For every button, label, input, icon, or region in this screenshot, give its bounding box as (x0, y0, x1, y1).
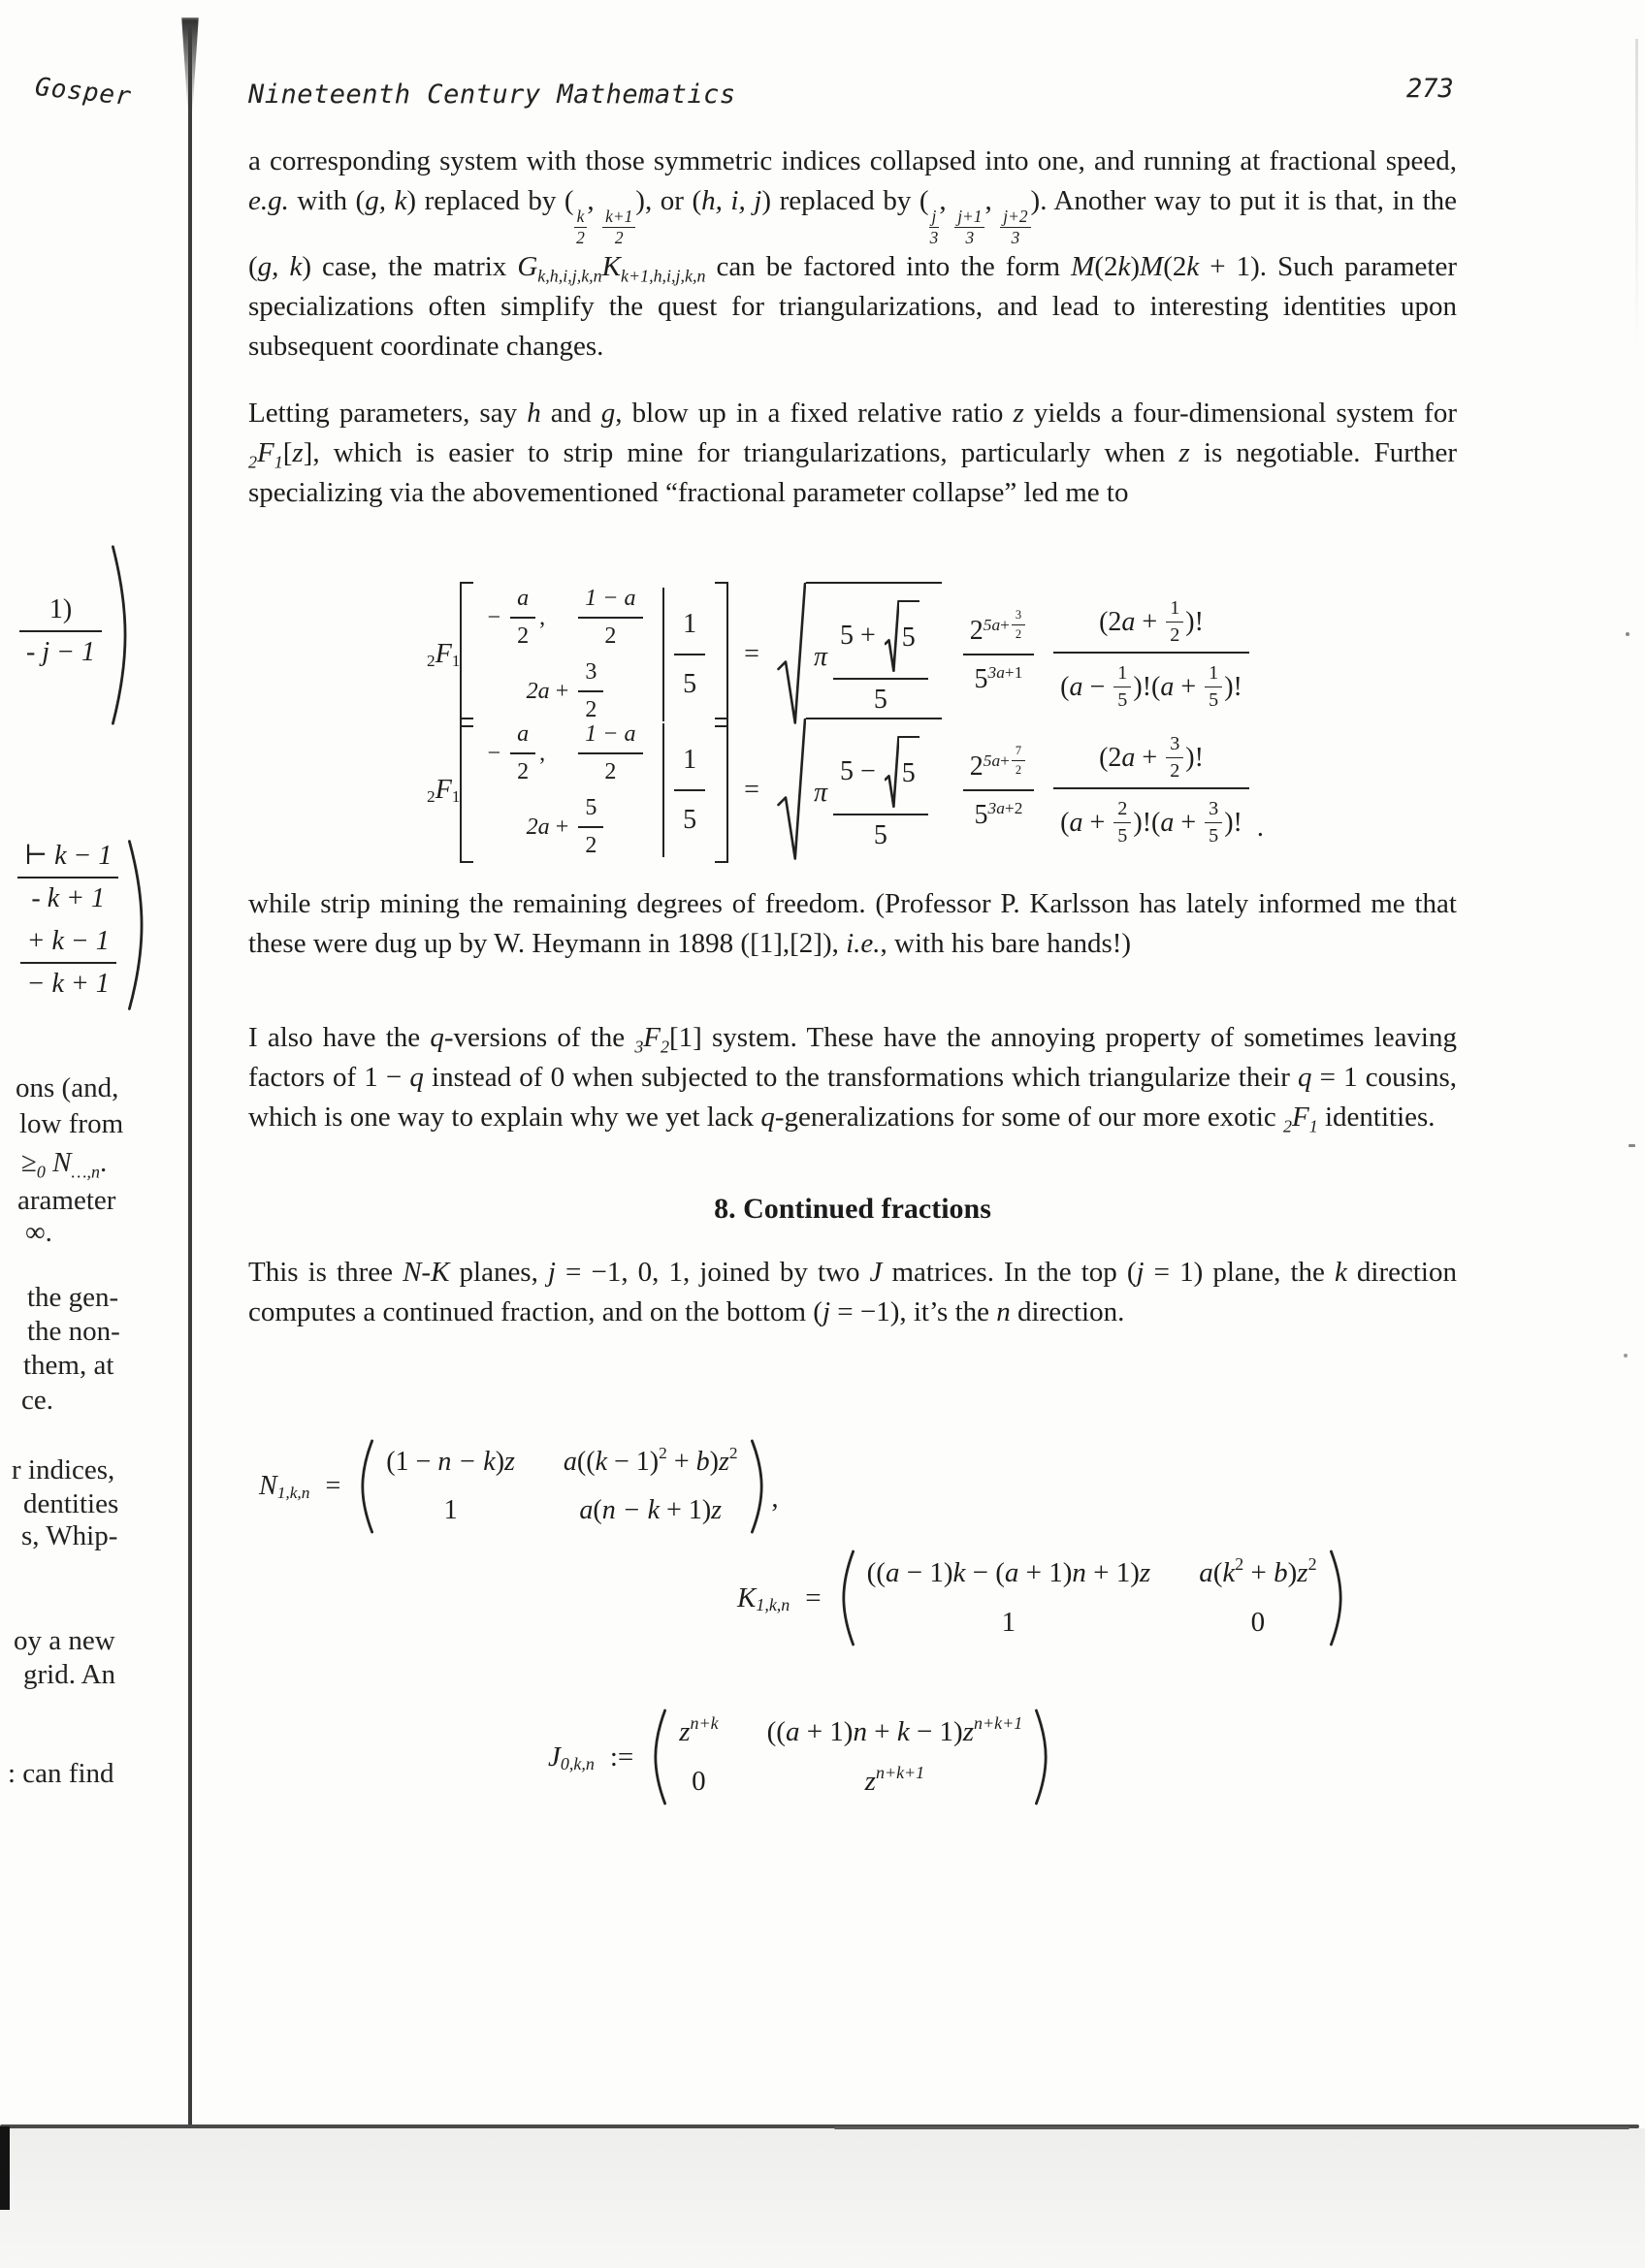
margin-fragment-text: dentities (23, 1488, 119, 1519)
body-paragraph-5: This is three N-K planes, j = −1, 0, 1, joined by two J matrices. In the top (j = 1) plane, the k direction computes a continued fraction, and on the bottom (j = −1), it’s the n direction. (248, 1257, 1457, 1327)
margin-fragment-equation-b: $\frac{⊢ k - 1}{- k + 1}$ $\frac{+ k - 1}{- k + 1}$ (14, 826, 149, 1012)
body-paragraph-4: I also have the q-versions of the $_3F_2[1]$ system. These have the annoying property of sometimes leaving factors of 1 − q instead of 0 when subjected to the transformations which triangularize their q = 1 cousins, which is one way to explain why we yet lack q-generalizations for some of our more exotic $_2F_1$ identities. (248, 1022, 1457, 1136)
margin-fragment-text: : can find (8, 1758, 114, 1789)
margin-fragment-text: ce. (21, 1385, 53, 1416)
margin-fragment-equation-a: $\frac{1)}{- j - 1}$ (16, 535, 133, 727)
scan-area-below-page (0, 2128, 1645, 2268)
margin-fragment-text: the non- (27, 1316, 120, 1347)
binding-fold-line (188, 27, 192, 2125)
display-equation-2f1-first: 2 F 1 − $\frac{a}{2}$ , $\frac{1 - a}{2}$ 2a + $\frac{3}{2}$ $\frac{1}{5}$ = π 5 + 5 5 2 5a + $\frac{3}{2}$ 5 3a +1 (2 a + $\frac{1}{2}$ )! ( a − $\frac{1}{5}$ )!( a + $\frac{1}{5}$ )! (427, 582, 1253, 727)
margin-fragment-text: grid. An (23, 1659, 116, 1690)
page-bottom-edge-dark-segment (834, 2126, 1629, 2129)
margin-fragment-text: them, at (23, 1350, 114, 1381)
scan-black-corner (0, 2126, 10, 2210)
margin-fragment-text: $\ge_0$ $N_{\dots,n}$. (21, 1147, 108, 1182)
body-paragraph-3: while strip mining the remaining degrees of freedom. (Professor P. Karlsson has lately informed me that these were dug up by W. Heymann in 1898 ([1],[2]), i.e., with his bare hands!) (248, 888, 1457, 959)
display-equation-matrix-k: K 1,k,n = (( a − 1) k − ( a + 1) n + 1) z a ( k 2 + b ) z 2 1 0 (737, 1549, 1347, 1646)
page-number: 273 (1406, 74, 1454, 104)
body-paragraph-2: Letting parameters, say h and g, blow up in a fixed relative ratio z yields a four-dimensional system for $_2F_1[z]$, which is easier to strip mine for triangularizations, particularly when z is negotiable. Further specializing via the abovementioned “fractional parameter collapse” led me to (248, 398, 1457, 508)
margin-fragment-text: r indices, (12, 1454, 115, 1485)
margin-fragment-text: low from (19, 1108, 124, 1139)
margin-fragment-text: ∞. (25, 1217, 52, 1248)
margin-author: Gosper (33, 72, 134, 112)
page-edge-shadow (1635, 39, 1638, 349)
scan-speck (1629, 1144, 1635, 1147)
section-heading: 8. Continued fractions (714, 1193, 991, 1225)
scan-speck (1624, 1354, 1628, 1358)
scan-speck (1626, 632, 1629, 636)
running-header-title: Nineteenth Century Mathematics (248, 80, 736, 110)
margin-fragment-text: s, Whip- (21, 1520, 118, 1551)
margin-fragment-text: arameter (17, 1185, 116, 1216)
display-equation-matrix-n: N 1,k,n = (1 − n − k ) z a (( k − 1) 2 + b ) z 2 1 a ( n − k + 1) z , (259, 1439, 779, 1534)
body-paragraph-1: a corresponding system with those symmetric indices collapsed into one, and running at fractional speed, e.g. with (g, k) replaced by ( $\frac{k}{2}$ , $\frac{k+1}{2}$ ), or (h, i, j) replaced by ( $\frac{j}{3}$ , $\frac{j+1}{3}$ , $\frac{j+2}{3}$ ). Another way to put it is that, in the (g, k) case, the matrix $G_{k,h,i,j,k,n}K_{k+1,h,i,j,k,n}$ can be factored into the form M(2k)M(2k + 1). Such parameter specializations often simplify the quest for triangularizations, and lead to interesting identities upon subsequent coordinate changes. (248, 145, 1458, 362)
display-equation-matrix-j: J 0,k,n := z n+k (( a + 1) n + k − 1) z n+k+1 0 z n+k+1 (548, 1709, 1052, 1805)
margin-fragment-text: ons (and, (16, 1072, 119, 1103)
margin-fragment-text: the gen- (27, 1282, 119, 1313)
display-equation-2f1-second: 2 F 1 − $\frac{a}{2}$ , $\frac{1 - a}{2}$ 2a + $\frac{5}{2}$ $\frac{1}{5}$ = π 5 − 5 5 2 5a + $\frac{7}{2}$ 5 3a +2 (2 a + $\frac{3}{2}$ )! ( a + $\frac{2}{5}$ )!( a + $\frac{3}{5}$ )! . (427, 718, 1264, 863)
margin-fragment-text: oy a new (14, 1625, 115, 1656)
